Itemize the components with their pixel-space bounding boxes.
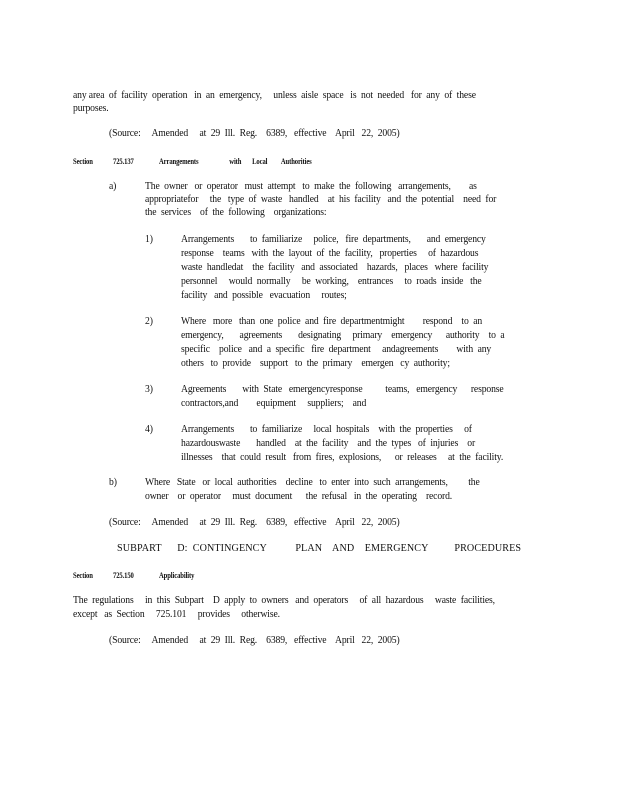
paragraph-line: The regulations in this Subpart D apply to owners and operators of all hazardous waste facilities, (73, 595, 495, 606)
section-number: 725.137 (113, 156, 134, 166)
subitem-line: Where more than one police and fire departmentmight respond to an (181, 316, 483, 327)
subitem-line: others to provide support to the primary emergen cy authority; (181, 358, 450, 369)
subitem-line: personnel would normally be working, entrances to roads inside the (181, 276, 482, 287)
paragraph-line: except as Section 725.101 provides otherwise. (73, 609, 280, 620)
source-note: (Source: Amended at 29 Ill. Reg. 6389, effective April 22, 2005) (109, 635, 400, 646)
item-line: appropriatefor the type of waste handled at his facility and the potential need for (145, 194, 497, 205)
subitem-line: contractors,and equipment suppliers; and (181, 398, 367, 409)
item-line: The owner or operator must attempt to make the following arrangements, as (145, 181, 477, 192)
section-number: 725.150 (113, 570, 134, 580)
item-marker: b) (109, 477, 117, 488)
item-line: the services of the following organizations: (145, 207, 327, 218)
section-label: Section (73, 156, 93, 166)
source-note: (Source: Amended at 29 Ill. Reg. 6389, effective April 22, 2005) (109, 128, 400, 139)
section-label: Section (73, 570, 93, 580)
subitem-line: Arrangements to familiarize police, fire departments, and emergency (181, 234, 486, 245)
subpart-heading: SUBPART D: CONTINGENCY PLAN AND EMERGENCY PROCEDURES (117, 542, 522, 554)
subitem-line: Arrangements to familiarize local hospitals with the properties of (181, 424, 472, 435)
subitem-line: hazardouswaste handled at the facility and the types of injuries or (181, 438, 476, 449)
subitem-line: emergency, agreements designating primary emergency authority to a (181, 330, 505, 341)
subitem-line: Agreements with State emergencyresponse teams, emergency response (181, 384, 504, 395)
item-line: owner or operator must document the refusal in the operating record. (145, 491, 453, 502)
subitem-marker: 1) (145, 234, 153, 245)
paragraph-line: purposes. (73, 103, 109, 114)
subitem-line: facility and possible evacuation routes; (181, 290, 347, 301)
subitem-line: waste handledat the facility and associated hazards, places where facility (181, 262, 489, 273)
section-title: Arrangements with Local Authorities (159, 156, 312, 166)
subitem-line: specific police and a specific fire department andagreements with any (181, 344, 492, 355)
source-note: (Source: Amended at 29 Ill. Reg. 6389, effective April 22, 2005) (109, 517, 400, 528)
item-marker: a) (109, 181, 117, 192)
subitem-marker: 4) (145, 424, 153, 435)
subitem-line: illnesses that could result from fires, explosions, or releases at the facility. (181, 452, 504, 463)
subitem-marker: 3) (145, 384, 153, 395)
section-title: Applicability (159, 570, 195, 580)
subitem-marker: 2) (145, 316, 153, 327)
item-line: Where State or local authorities decline to enter into such arrangements, the (145, 477, 480, 488)
paragraph-line: any area of facility operation in an emergency, unless aisle space is not needed for any of these (73, 90, 476, 101)
subitem-line: response teams with the layout of the facility, properties of hazardous (181, 248, 479, 259)
